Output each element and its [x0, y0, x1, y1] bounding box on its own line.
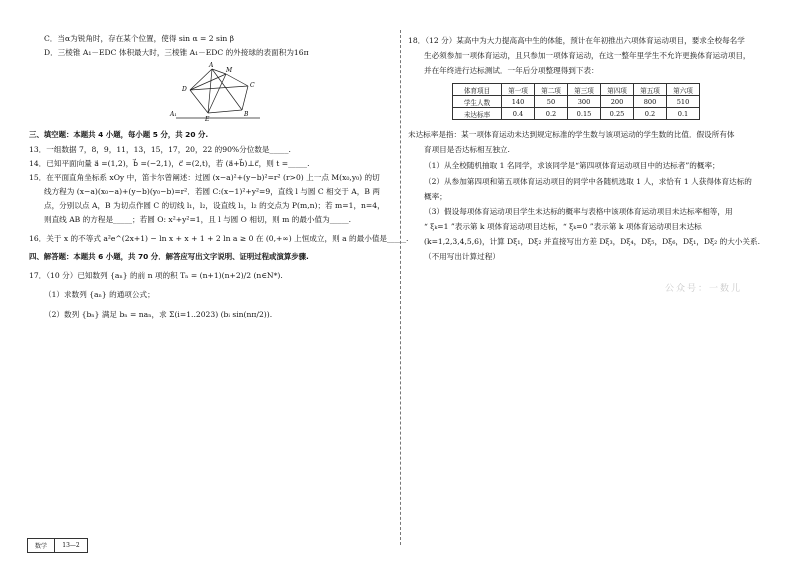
q18-definition-line-1: 未达标率是指：某一项体育运动未达到规定标准的学生数与该项运动的学生数的比值．假设所有体 [408, 130, 735, 139]
table-cell: 0.15 [568, 108, 601, 120]
q12-option-c: C．当α为锐角时，存在某个位置，使得 sin α = 2 sin β [44, 34, 235, 43]
question-15-line-4: 则直线 AB 的方程是_____；若圆 O: x²+y²=1，且 l 与圆 O 相切，则 m 的最小值为_____. [44, 215, 352, 224]
q18-part-3-line-2: “ ξₖ=1 ”表示第 k 项体育运动项目达标，“ ξₖ=0 ”表示第 k 项体育运动项目未达标 [424, 222, 702, 231]
question-15-line-1: 15．在平面直角坐标系 xOy 中，笛卡尔曾阐述：过圆 (x−a)²+(y−b)²=r² (r>0) 上一点 M(x₀,y₀) 的切 [29, 173, 380, 182]
question-18-line-2: 生必须参加一项体育运动，且只参加一项体育运动，在这一整年里学生不允许更换体育运动项目， [424, 51, 751, 60]
table-cell: 140 [502, 96, 535, 108]
table-cell: 0.2 [535, 108, 568, 120]
table-cell: 学生人数 [453, 96, 502, 108]
q18-part-3-line-3: (k=1,2,3,4,5,6)，计算 Dξ₁，Dξ₂ 并直接写出方差 Dξ₃，Dξ₄，Dξ₅，Dξ₆，Dξ₁，Dξ₂ 的大小关系. [424, 237, 761, 246]
sports-table [452, 83, 700, 120]
footer-subject: 数学 [28, 539, 55, 553]
table-row [453, 96, 700, 108]
table-cell: 0.1 [667, 108, 700, 120]
label-m: M [226, 67, 233, 74]
question-18-line-1: 18．（12 分）某高中为大力提高高中生的体能，预计在年初推出六项体育运动项目，要求全校每名学 [408, 36, 745, 45]
table-cell: 第四项 [601, 84, 634, 96]
table-cell: 第三项 [568, 84, 601, 96]
question-14: 14．已知平面向量 a⃗ =(1,2)，b⃗ =(−2,1)，c⃗ =(2,t)，若 (a⃗+b⃗)⊥c⃗，则 t =_____. [29, 159, 310, 168]
table-cell: 0.25 [601, 108, 634, 120]
question-17-part-1: （1）求数列 {aₙ} 的通项公式； [44, 290, 155, 299]
table-cell: 510 [667, 96, 700, 108]
q18-part-1: （1）从全校随机抽取 1 名同学，求该同学是“第四项体育运动项目中的达标者”的概率； [424, 161, 720, 170]
label-a: A [209, 62, 214, 69]
question-16: 16．关于 x 的不等式 a²e^(2x+1) − ln x + x + 1 + 2 ln a ≥ 0 在 (0,+∞) 上恒成立，则 a 的最小值是_____. [29, 234, 409, 243]
table-cell: 0.4 [502, 108, 535, 120]
label-a1: A₁ [170, 111, 177, 118]
page-footer [27, 538, 88, 553]
q18-part-2-line-1: （2）从参加第四项和第五项体育运动项目的同学中各随机选取 1 人，求恰有 1 人获得体育达标的 [424, 177, 752, 186]
question-18-line-3: 并在年终进行达标测试．一年后分项整理得到下表： [424, 66, 599, 75]
table-row [453, 108, 700, 120]
question-15-line-3: 点，分别以点 A，B 为切点作圆 C 的切线 l₁，l₂，设直线 l₁，l₂ 的交点为 P(m,n)；若 m=1，n=4， [44, 201, 385, 210]
label-c: C [250, 82, 255, 89]
q18-part-3-line-4: （不用写出计算过程） [424, 252, 500, 261]
table-cell: 体育项目 [453, 84, 502, 96]
table-cell: 第二项 [535, 84, 568, 96]
label-e: E [205, 116, 210, 122]
footer-page-number: 13—2 [55, 539, 88, 553]
table-cell: 第六项 [667, 84, 700, 96]
label-d: D [182, 86, 187, 93]
q18-part-3-line-1: （3）假设每项体育运动项目学生未达标的概率与表格中该项体育运动项目未达标率相等，用 [424, 207, 733, 216]
watermark: 公众号：一数儿 [665, 284, 743, 294]
table-cell: 0.2 [634, 108, 667, 120]
question-13: 13．一组数据 7，8，9，11，13，15，17，20，22 的90%分位数是_____. [29, 145, 291, 154]
q12-option-d: D．三棱锥 A₁－EDC 体积最大时，三棱锥 A₁－EDC 的外接球的表面积为16π [44, 48, 309, 57]
column-divider [400, 30, 401, 545]
table-cell: 300 [568, 96, 601, 108]
section-4-title: 四、解答题：本题共 6 小题，共 70 分．解答应写出文字说明、证明过程或演算步骤. [29, 252, 309, 261]
pyramid-figure [168, 60, 270, 122]
question-17-head: 17．（10 分）已知数列 {aₙ} 的前 n 项的积 Tₙ = (n+1)(n+2)/2 (n∈N*). [29, 271, 283, 280]
question-17-part-2: （2）数列 {bₙ} 满足 bₙ = naₙ，求 Σ(i=1..2023) (bᵢ sin(nπ/2)). [44, 310, 273, 319]
q18-definition-line-2: 育项目是否达标相互独立. [424, 145, 510, 154]
question-15-line-2: 线方程为 (x−a)(x₀−a)+(y−b)(y₀−b)=r²．若圆 C:(x−1)²+y²=9，直线 l 与圆 C 相交于 A，B 两 [44, 187, 380, 196]
table-cell: 200 [601, 96, 634, 108]
table-cell: 第五项 [634, 84, 667, 96]
table-cell: 未达标率 [453, 108, 502, 120]
table-cell: 800 [634, 96, 667, 108]
q18-part-2-line-2: 概率； [424, 192, 447, 201]
table-cell: 第一项 [502, 84, 535, 96]
table-cell: 50 [535, 96, 568, 108]
table-row [453, 84, 700, 96]
section-3-title: 三、填空题：本题共 4 小题，每小题 5 分，共 20 分. [29, 130, 209, 139]
label-b: B [244, 111, 249, 118]
